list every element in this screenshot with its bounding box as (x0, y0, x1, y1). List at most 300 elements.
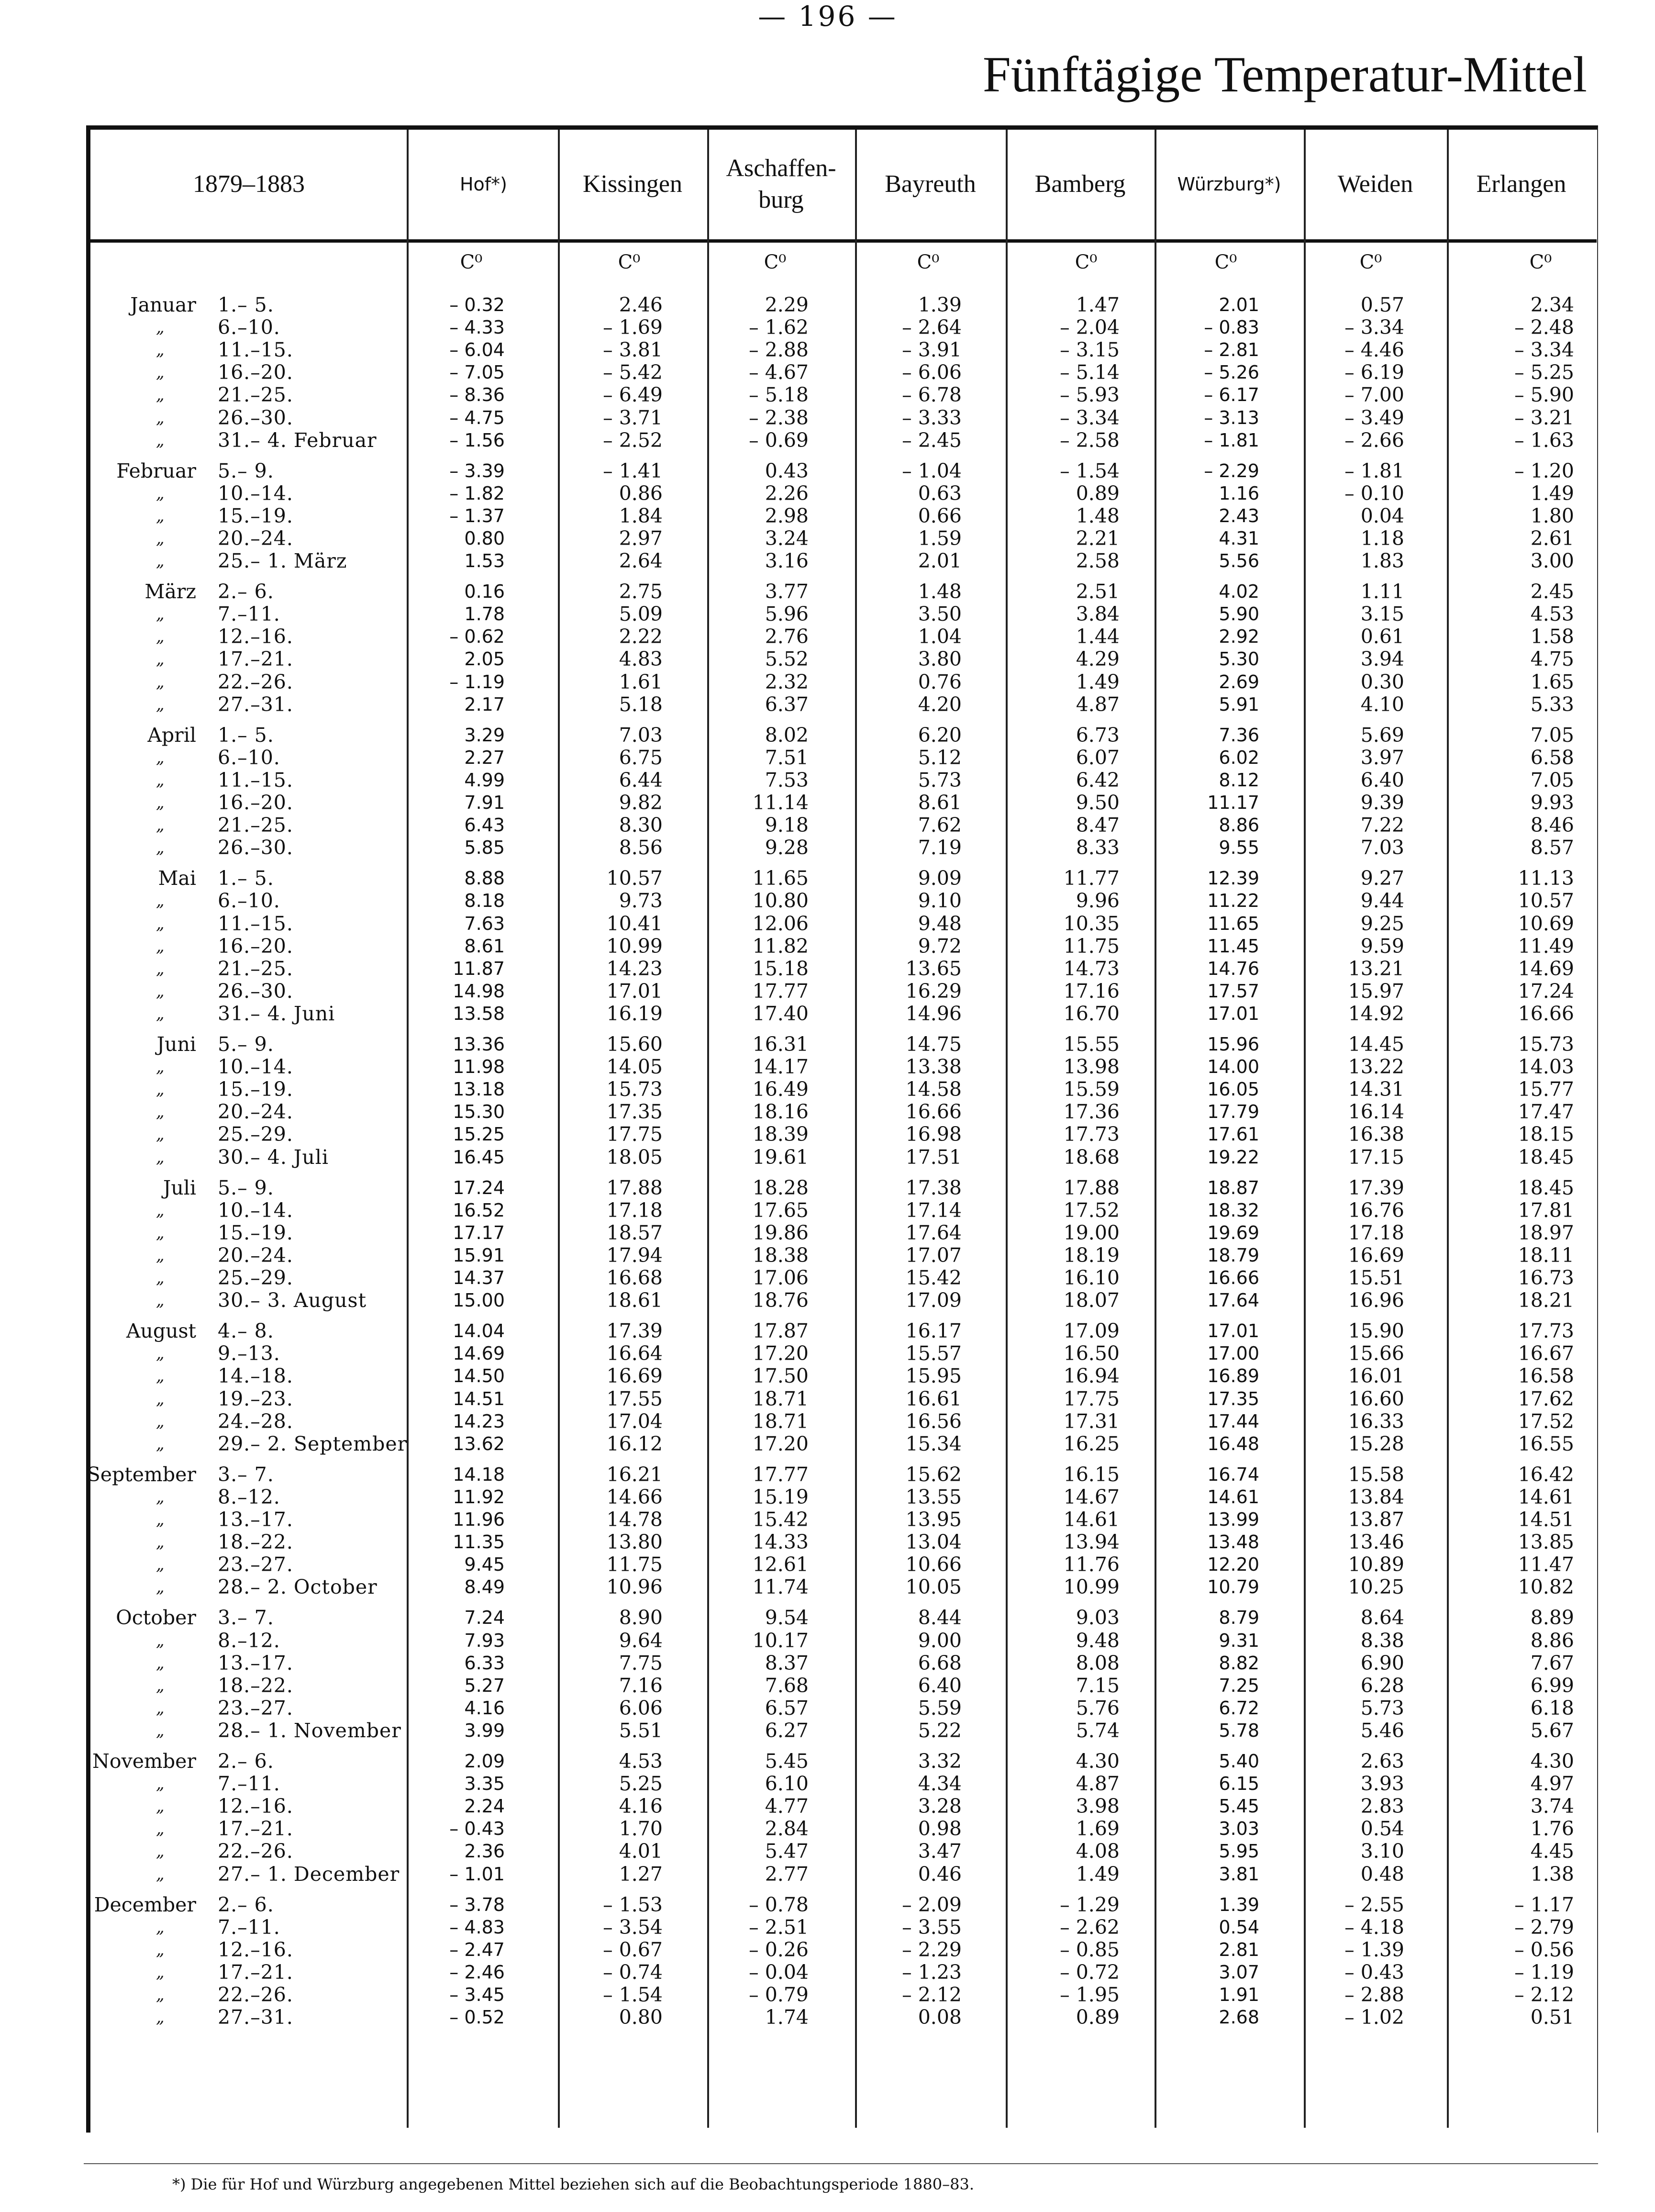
temperature-cell: 11.13 (1518, 867, 1574, 890)
temperature-cell: 9.48 (918, 912, 962, 935)
temperature-cell: 14.61 (1518, 1486, 1574, 1508)
temperature-cell: 17.52 (1063, 1199, 1120, 1222)
temperature-cell: 16.15 (1063, 1463, 1120, 1486)
temperature-cell: 7.68 (765, 1674, 809, 1697)
day-range: 27.– 1. December (218, 1863, 400, 1886)
temperature-cell: 2.21 (1076, 527, 1120, 550)
day-range: 28.– 1. November (218, 1719, 401, 1742)
table-row (0, 1553, 1655, 1576)
temperature-cell: 7.24 (464, 1607, 505, 1628)
day-range: 26.–30. (218, 406, 293, 429)
table-row (0, 1410, 1655, 1433)
ditto-mark: „ (156, 1842, 165, 1861)
temperature-cell: 7.91 (464, 792, 505, 813)
temperature-cell: 17.73 (1518, 1319, 1574, 1342)
table-row (0, 1146, 1655, 1169)
ditto-mark: „ (156, 1963, 165, 1982)
temperature-cell: 15.55 (1063, 1033, 1120, 1056)
temperature-cell: 6.28 (1360, 1674, 1404, 1697)
ditto-mark: „ (156, 1389, 165, 1408)
temperature-cell: 15.95 (905, 1364, 962, 1387)
ditto-mark: „ (156, 771, 165, 790)
temperature-cell: 14.00 (1207, 1056, 1259, 1077)
ditto-mark: „ (156, 1774, 165, 1793)
ditto-mark: „ (156, 1291, 165, 1310)
day-range: 10.–14. (218, 1199, 293, 1222)
temperature-cell: 3.32 (918, 1750, 962, 1773)
table-row (0, 791, 1655, 814)
temperature-cell: 3.10 (1360, 1840, 1404, 1863)
temperature-cell: 5.91 (1219, 694, 1259, 715)
ditto-mark: „ (156, 982, 165, 1001)
temperature-cell: 15.42 (752, 1508, 809, 1531)
temperature-cell: 18.61 (606, 1289, 663, 1312)
day-range: 6.–10. (218, 746, 280, 769)
temperature-cell: 7.22 (1360, 814, 1404, 837)
temperature-cell: 4.29 (1076, 648, 1120, 670)
temperature-cell: 17.04 (606, 1410, 663, 1433)
ditto-mark: „ (156, 1918, 165, 1937)
table-row (0, 1289, 1655, 1312)
table-row (0, 1916, 1655, 1939)
temperature-cell: 11.65 (1207, 913, 1259, 934)
day-range: 9.–13. (218, 1342, 280, 1365)
temperature-cell: 18.07 (1063, 1289, 1120, 1312)
temperature-cell: 17.77 (752, 980, 809, 1003)
table-row (0, 459, 1655, 482)
temperature-cell: 3.94 (1360, 648, 1404, 670)
day-range: 4.– 8. (218, 1319, 274, 1342)
temperature-cell: 5.59 (918, 1697, 962, 1720)
temperature-cell: 18.45 (1518, 1146, 1574, 1169)
unit-label: C⁰ (1214, 251, 1237, 273)
temperature-cell: 10.99 (606, 935, 663, 958)
temperature-cell: 0.51 (1530, 2006, 1574, 2029)
temperature-cell: 8.90 (619, 1606, 663, 1629)
temperature-cell: 1.47 (1076, 293, 1120, 316)
ditto-mark: „ (156, 506, 165, 525)
ditto-mark: „ (156, 1268, 165, 1287)
footnote: *) Die für Hof und Würzburg angegebenen Mittel beziehen sich auf die Beobachtungsperiode 1880–83. (172, 2175, 974, 2193)
temperature-cell: – 1.63 (1514, 429, 1574, 452)
table-row (0, 1387, 1655, 1410)
table-row (0, 549, 1655, 572)
day-range: 16.–20. (218, 935, 293, 958)
temperature-cell: 16.55 (1518, 1432, 1574, 1455)
temperature-cell: 1.80 (1530, 504, 1574, 527)
month-label: August (126, 1319, 196, 1342)
temperature-cell: 5.90 (1219, 603, 1259, 625)
temperature-cell: 15.91 (453, 1245, 505, 1266)
temperature-cell: 9.31 (1219, 1630, 1259, 1651)
day-range: 22.–26. (218, 1840, 293, 1863)
ditto-mark: „ (156, 604, 165, 624)
temperature-cell: 2.26 (765, 482, 809, 505)
month-label: April (147, 724, 196, 747)
temperature-cell: 17.24 (453, 1177, 505, 1198)
temperature-cell: 17.47 (1518, 1100, 1574, 1123)
month-label: Februar (116, 459, 196, 482)
ditto-mark: „ (156, 1532, 165, 1552)
temperature-cell: – 2.55 (1344, 1893, 1404, 1916)
temperature-cell: – 0.43 (449, 1818, 505, 1839)
temperature-cell: 4.87 (1076, 693, 1120, 716)
ditto-mark: „ (156, 748, 165, 767)
month-label: December (94, 1893, 196, 1916)
day-range: 6.–10. (218, 889, 280, 912)
day-range: 22.–26. (218, 1983, 293, 2006)
temperature-cell: 10.57 (606, 867, 663, 890)
temperature-cell: 3.47 (918, 1840, 962, 1863)
table-row (0, 1983, 1655, 2006)
temperature-cell: 17.00 (1207, 1343, 1259, 1364)
table-row (0, 1266, 1655, 1289)
table-row (0, 625, 1655, 648)
day-range: 23.–27. (218, 1553, 293, 1576)
temperature-cell: 5.85 (464, 837, 505, 858)
temperature-cell: 11.22 (1207, 890, 1259, 911)
temperature-cell: 17.39 (606, 1319, 663, 1342)
day-range: 10.–14. (218, 482, 293, 505)
temperature-cell: 14.03 (1518, 1055, 1574, 1078)
temperature-cell: – 2.52 (603, 429, 663, 452)
temperature-cell: 2.45 (1530, 580, 1574, 603)
temperature-cell: 7.93 (464, 1630, 505, 1651)
temperature-cell: 6.75 (619, 746, 663, 769)
ditto-mark: „ (156, 1510, 165, 1529)
temperature-cell: – 0.74 (603, 1961, 663, 1984)
temperature-cell: 3.99 (464, 1720, 505, 1741)
day-range: 7.–11. (218, 1772, 280, 1795)
temperature-cell: – 3.91 (902, 338, 962, 361)
day-range: 12.–16. (218, 1938, 293, 1961)
temperature-cell: 17.20 (752, 1342, 809, 1365)
table-row (0, 1840, 1655, 1863)
temperature-cell: 8.61 (464, 936, 505, 957)
temperature-cell: 11.35 (453, 1531, 505, 1553)
temperature-cell: 4.16 (464, 1698, 505, 1719)
temperature-cell: 17.40 (752, 1002, 809, 1025)
day-range: 21.–25. (218, 957, 293, 980)
temperature-cell: 16.98 (905, 1123, 962, 1146)
temperature-cell: 2.01 (918, 549, 962, 572)
temperature-cell: 17.15 (1348, 1146, 1404, 1169)
temperature-cell: 4.99 (464, 770, 505, 791)
temperature-cell: 15.28 (1348, 1432, 1404, 1455)
temperature-cell: 16.05 (1207, 1079, 1259, 1100)
temperature-cell: – 3.21 (1514, 406, 1574, 429)
day-range: 5.– 9. (218, 459, 274, 482)
temperature-cell: 0.61 (1360, 625, 1404, 648)
temperature-cell: 3.15 (1360, 603, 1404, 626)
temperature-cell: 13.65 (905, 957, 962, 980)
temperature-cell: 7.25 (1219, 1675, 1259, 1696)
temperature-cell: 16.25 (1063, 1432, 1120, 1455)
temperature-cell: 17.31 (1063, 1410, 1120, 1433)
day-range: 5.– 9. (218, 1176, 274, 1199)
temperature-cell: 10.57 (1518, 889, 1574, 912)
temperature-cell: 2.68 (1219, 2007, 1259, 2028)
temperature-cell: 0.08 (918, 2006, 962, 2029)
temperature-cell: 1.65 (1530, 670, 1574, 693)
temperature-cell: 14.04 (453, 1320, 505, 1341)
temperature-cell: 10.41 (606, 912, 663, 935)
temperature-cell: 4.30 (1076, 1750, 1120, 1773)
temperature-cell: – 5.25 (1514, 361, 1574, 384)
temperature-cell: 15.34 (905, 1432, 962, 1455)
temperature-cell: 6.58 (1530, 746, 1574, 769)
temperature-cell: 1.48 (918, 580, 962, 603)
temperature-cell: 11.92 (453, 1486, 505, 1508)
temperature-cell: 17.35 (606, 1100, 663, 1123)
temperature-cell: – 7.05 (449, 362, 505, 383)
temperature-cell: 18.28 (752, 1176, 809, 1199)
temperature-cell: 19.61 (752, 1146, 809, 1169)
temperature-cell: – 2.09 (902, 1893, 962, 1916)
temperature-cell: 7.05 (1530, 769, 1574, 792)
ditto-mark: „ (156, 484, 165, 503)
table-row (0, 1078, 1655, 1101)
ditto-mark: „ (156, 1148, 165, 1167)
temperature-cell: 4.30 (1530, 1750, 1574, 1773)
temperature-cell: 10.99 (1063, 1575, 1120, 1598)
temperature-cell: 8.86 (1219, 815, 1259, 836)
table-row (0, 504, 1655, 527)
temperature-cell: 6.90 (1360, 1652, 1404, 1675)
temperature-cell: 8.33 (1076, 836, 1120, 859)
temperature-cell: 9.50 (1076, 791, 1120, 814)
temperature-cell: 8.08 (1076, 1652, 1120, 1675)
temperature-cell: 18.45 (1518, 1176, 1574, 1199)
temperature-cell: – 2.62 (1060, 1916, 1120, 1939)
temperature-cell: 4.53 (1530, 603, 1574, 626)
temperature-cell: 5.56 (1219, 550, 1259, 571)
temperature-cell: 18.87 (1207, 1177, 1259, 1198)
temperature-cell: – 4.83 (449, 1917, 505, 1938)
temperature-cell: 5.52 (765, 648, 809, 670)
table-row (0, 889, 1655, 912)
temperature-cell: 2.64 (619, 549, 663, 572)
temperature-cell: 10.89 (1348, 1553, 1404, 1576)
day-range: 24.–28. (218, 1410, 293, 1433)
temperature-cell: 5.09 (619, 603, 663, 626)
day-range: 12.–16. (218, 1795, 293, 1818)
temperature-cell: 14.73 (1063, 957, 1120, 980)
temperature-cell: 15.66 (1348, 1342, 1404, 1365)
temperature-cell: – 3.34 (1344, 316, 1404, 339)
temperature-cell: – 2.58 (1060, 429, 1120, 452)
day-range: 1.– 5. (218, 867, 274, 890)
temperature-cell: – 0.72 (1060, 1961, 1120, 1984)
temperature-cell: 2.36 (464, 1841, 505, 1862)
temperature-cell: 2.01 (1219, 294, 1259, 315)
temperature-cell: 14.96 (905, 1002, 962, 1025)
table-row (0, 1697, 1655, 1720)
ditto-mark: „ (156, 1631, 165, 1650)
table-row (0, 912, 1655, 935)
temperature-cell: 10.82 (1518, 1575, 1574, 1598)
temperature-cell: 17.17 (453, 1222, 505, 1243)
temperature-cell: 16.69 (1348, 1244, 1404, 1267)
temperature-cell: 8.82 (1219, 1653, 1259, 1674)
temperature-cell: 13.87 (1348, 1508, 1404, 1531)
ditto-mark: „ (156, 649, 165, 669)
day-range: 16.–20. (218, 791, 293, 814)
temperature-cell: – 0.52 (449, 2007, 505, 2028)
temperature-cell: – 3.71 (603, 406, 663, 429)
temperature-cell: 16.76 (1348, 1199, 1404, 1222)
temperature-cell: 11.47 (1518, 1553, 1574, 1576)
temperature-cell: – 2.64 (902, 316, 962, 339)
temperature-cell: 17.18 (1348, 1221, 1404, 1244)
footnote-rule (84, 2163, 1598, 2164)
temperature-cell: 2.58 (1076, 549, 1120, 572)
temperature-cell: 16.60 (1348, 1387, 1404, 1410)
temperature-cell: 9.72 (918, 935, 962, 958)
temperature-cell: 16.10 (1063, 1266, 1120, 1289)
temperature-cell: 16.73 (1518, 1266, 1574, 1289)
day-range: 20.–24. (218, 527, 293, 550)
temperature-cell: – 2.88 (749, 338, 809, 361)
ditto-mark: „ (156, 959, 165, 978)
temperature-cell: 9.27 (1360, 867, 1404, 890)
day-range: 26.–30. (218, 980, 293, 1003)
ditto-mark: „ (156, 1940, 165, 1959)
temperature-cell: 14.23 (606, 957, 663, 980)
temperature-cell: – 0.85 (1060, 1938, 1120, 1961)
table-row (0, 482, 1655, 505)
temperature-cell: 14.51 (1518, 1508, 1574, 1531)
temperature-cell: 3.28 (918, 1795, 962, 1818)
temperature-cell: – 8.36 (449, 384, 505, 405)
temperature-cell: – 1.23 (902, 1961, 962, 1984)
temperature-cell: – 3.54 (603, 1916, 663, 1939)
temperature-cell: 14.50 (453, 1365, 505, 1386)
table-row (0, 1575, 1655, 1598)
temperature-cell: 17.64 (905, 1221, 962, 1244)
temperature-cell: 13.21 (1348, 957, 1404, 980)
temperature-cell: 2.81 (1219, 1939, 1259, 1960)
temperature-cell: 16.49 (752, 1078, 809, 1101)
temperature-cell: – 0.78 (749, 1893, 809, 1916)
temperature-cell: 1.39 (1219, 1894, 1259, 1915)
table-row (0, 293, 1655, 316)
temperature-cell: 16.64 (606, 1342, 663, 1365)
temperature-cell: 18.76 (752, 1289, 809, 1312)
temperature-cell: 4.77 (765, 1795, 809, 1818)
ditto-mark: „ (156, 318, 165, 337)
temperature-cell: 14.17 (752, 1055, 809, 1078)
temperature-cell: 0.63 (918, 482, 962, 505)
temperature-cell: 1.61 (619, 670, 663, 693)
temperature-cell: 10.17 (752, 1629, 809, 1652)
temperature-cell: 5.45 (1219, 1796, 1259, 1817)
temperature-cell: 8.86 (1530, 1629, 1574, 1652)
ditto-mark: „ (156, 891, 165, 910)
ditto-mark: „ (156, 385, 165, 404)
temperature-cell: 4.20 (918, 693, 962, 716)
station-header: Würzburg*) (1177, 174, 1281, 195)
temperature-cell: – 4.18 (1344, 1916, 1404, 1939)
temperature-cell: 10.05 (905, 1575, 962, 1598)
temperature-cell: – 1.04 (902, 459, 962, 482)
ditto-mark: „ (156, 1698, 165, 1718)
table-row (0, 1606, 1655, 1629)
temperature-cell: – 6.49 (603, 383, 663, 406)
day-range: 21.–25. (218, 814, 293, 837)
temperature-cell: 2.22 (619, 625, 663, 648)
temperature-cell: 0.86 (619, 482, 663, 505)
temperature-cell: 1.27 (619, 1863, 663, 1886)
ditto-mark: „ (156, 1487, 165, 1507)
temperature-cell: 16.70 (1063, 1002, 1120, 1025)
temperature-cell: 17.24 (1518, 980, 1574, 1003)
temperature-cell: 18.05 (606, 1146, 663, 1169)
station-header: Aschaffen- burg (726, 155, 836, 213)
temperature-cell: – 3.34 (1060, 406, 1120, 429)
ditto-mark: „ (156, 1721, 165, 1740)
temperature-cell: 9.00 (918, 1629, 962, 1652)
day-range: 27.–31. (218, 2006, 293, 2029)
temperature-cell: – 5.90 (1514, 383, 1574, 406)
temperature-cell: 11.82 (752, 935, 809, 958)
temperature-cell: 14.33 (752, 1531, 809, 1553)
temperature-cell: – 3.39 (449, 460, 505, 481)
temperature-cell: 15.58 (1348, 1463, 1404, 1486)
table-row (0, 1002, 1655, 1025)
table-row (0, 1531, 1655, 1553)
temperature-cell: 17.57 (1207, 981, 1259, 1002)
temperature-cell: 17.77 (752, 1463, 809, 1486)
temperature-cell: 13.95 (905, 1508, 962, 1531)
ditto-mark: „ (156, 1555, 165, 1574)
day-range: 17.–21. (218, 1961, 293, 1984)
temperature-cell: 18.97 (1518, 1221, 1574, 1244)
temperature-cell: 3.74 (1530, 1795, 1574, 1818)
temperature-cell: 17.01 (606, 980, 663, 1003)
table-row (0, 867, 1655, 890)
temperature-cell: 16.52 (453, 1200, 505, 1221)
temperature-cell: 7.51 (765, 746, 809, 769)
ditto-mark: „ (156, 340, 165, 359)
day-range: 21.–25. (218, 383, 293, 406)
temperature-cell: 16.33 (1348, 1410, 1404, 1433)
temperature-cell: 14.69 (453, 1343, 505, 1364)
temperature-cell: 8.49 (464, 1576, 505, 1598)
temperature-cell: 13.58 (453, 1003, 505, 1024)
temperature-cell: 9.09 (918, 867, 962, 890)
temperature-cell: 3.00 (1530, 549, 1574, 572)
temperature-cell: – 1.37 (449, 505, 505, 526)
day-range: 2.– 6. (218, 580, 274, 603)
temperature-cell: 16.50 (1063, 1342, 1120, 1365)
temperature-cell: – 1.95 (1060, 1983, 1120, 2006)
temperature-cell: 7.05 (1530, 724, 1574, 747)
station-header: Erlangen (1476, 170, 1566, 198)
table-row (0, 383, 1655, 406)
table-row (0, 836, 1655, 859)
temperature-cell: 11.75 (606, 1553, 663, 1576)
temperature-cell: – 4.46 (1344, 338, 1404, 361)
temperature-cell: 9.59 (1360, 935, 1404, 958)
temperature-cell: 0.16 (464, 581, 505, 602)
month-label: September (87, 1463, 196, 1486)
temperature-cell: 5.95 (1219, 1841, 1259, 1862)
table-row (0, 1652, 1655, 1675)
day-range: 17.–21. (218, 1817, 293, 1840)
temperature-cell: 11.14 (752, 791, 809, 814)
temperature-cell: – 4.33 (449, 317, 505, 338)
